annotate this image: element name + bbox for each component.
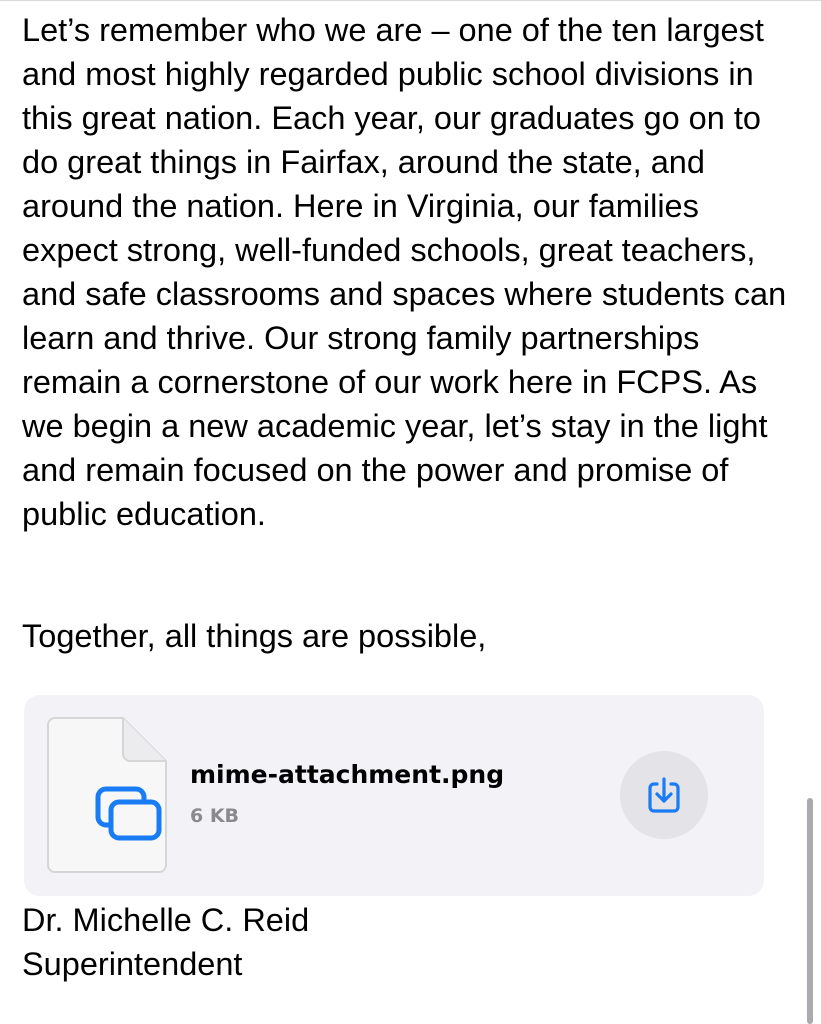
attachment-card[interactable]: [24, 695, 764, 896]
attachment-file-name: mime-attachment.png: [190, 760, 505, 789]
signature-block: [22, 898, 802, 986]
image-stack-icon: [94, 785, 164, 845]
signature-title: Superintendent: [22, 946, 243, 982]
file-thumbnail[interactable]: [47, 717, 167, 873]
top-divider: [0, 0, 821, 1]
message-body-paragraph: Let’s remember who we are – one of the ten largest and most highly regarded public school divisions in this great nation. Each year, our graduates go on to do great things in Fairfax, around the state, and around the nation. Here in Virginia, our families expect strong, well-funded schools, great teachers, and safe classrooms and spaces where students can learn and thrive. Our strong family partnerships remain a cornerstone of our work here in FCPS. As we begin a new academic year, let’s stay in the light and remain focused on the power and promise of public education.: [22, 12, 787, 532]
message-closing-line: Together, all things are possible,: [22, 618, 487, 654]
download-button[interactable]: [620, 751, 708, 839]
download-icon: [647, 776, 681, 814]
attachment-file-size: 6 KB: [190, 805, 240, 827]
signature-name: Dr. Michelle C. Reid: [22, 902, 310, 938]
scrollbar-thumb[interactable]: [807, 798, 813, 1024]
